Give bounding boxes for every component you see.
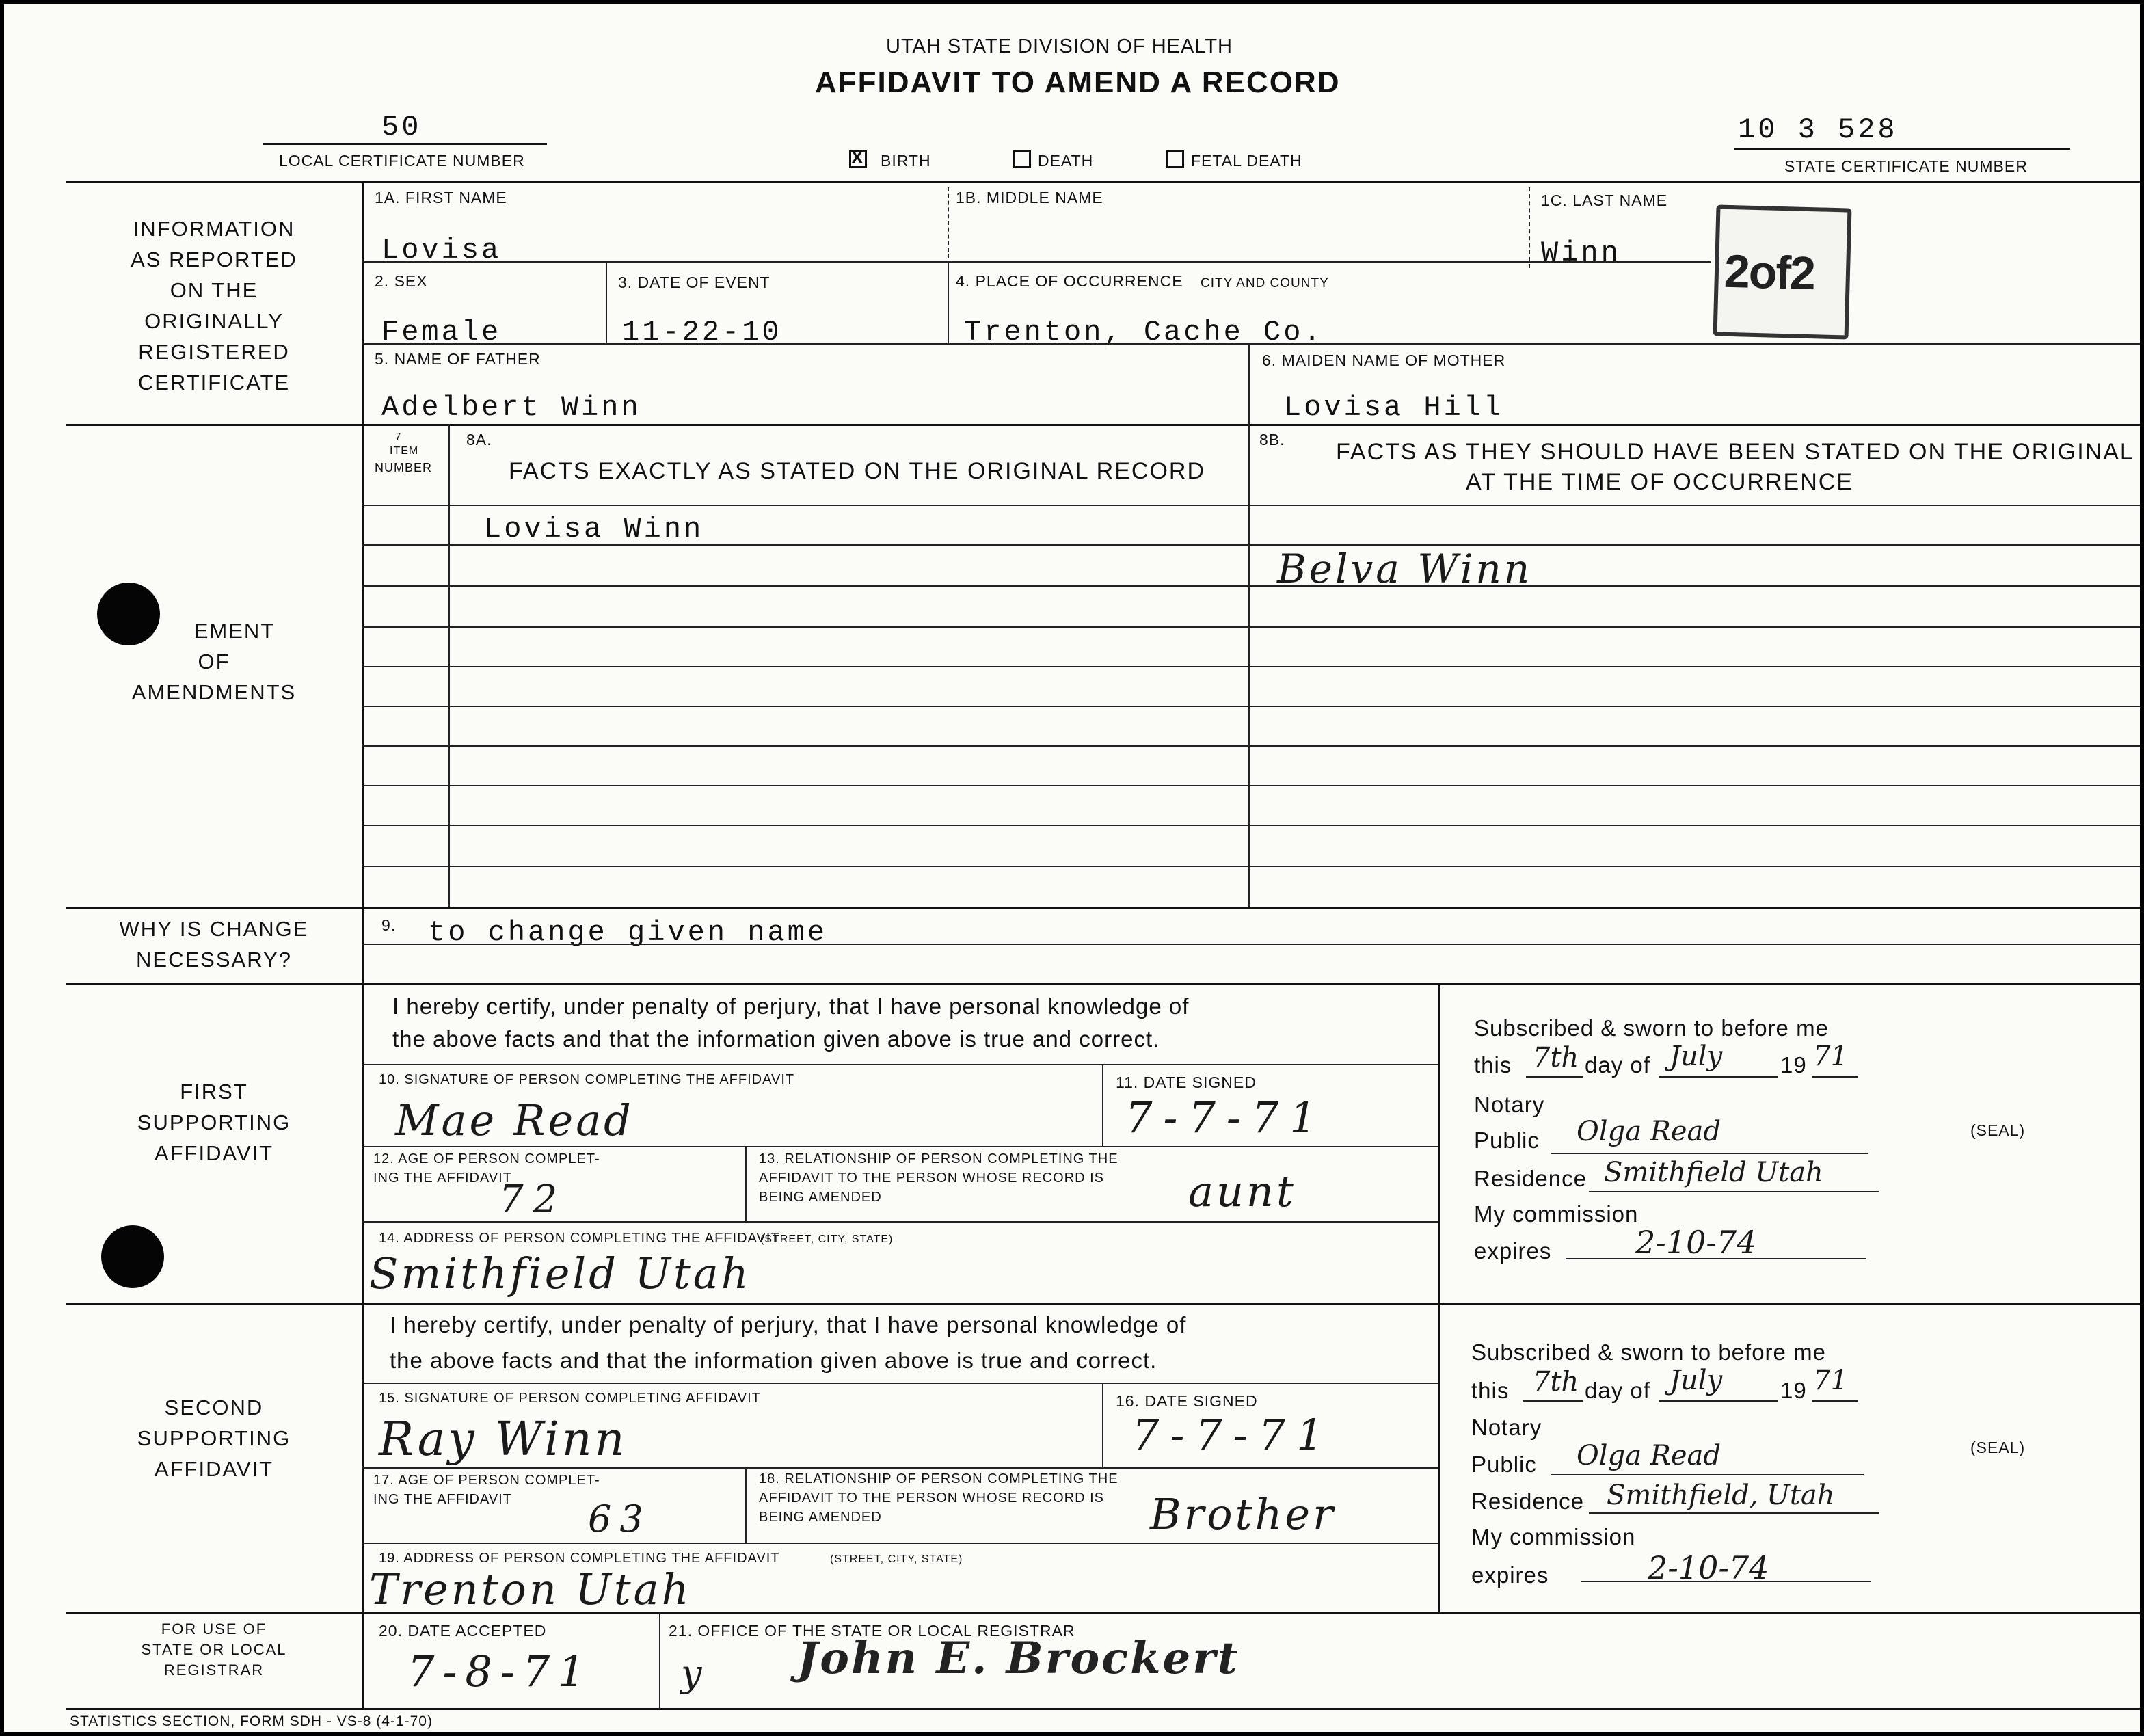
second-label-line: SECOND — [164, 1396, 264, 1419]
father-label: 5. NAME OF FATHER — [375, 350, 541, 368]
first-notary-blank — [1812, 1076, 1858, 1078]
info-col-line — [948, 261, 949, 343]
section-line — [66, 983, 2140, 985]
form-identifier: STATISTICS SECTION, FORM SDH - VS-8 (4-1-70) — [70, 1713, 433, 1729]
first-rel-label-2: AFFIDAVIT TO THE PERSON WHOSE RECORD IS — [759, 1171, 1104, 1186]
office-label: 21. OFFICE OF THE STATE OR LOCAL REGISTRAR — [669, 1622, 1075, 1640]
second-col-line — [745, 1467, 747, 1543]
amend-row-line — [362, 745, 2140, 747]
affidavit-form — [4, 4, 2140, 1732]
second-addr-sub: (STREET, CITY, STATE) — [830, 1553, 963, 1565]
info-label-line: ON THE — [170, 278, 258, 302]
first-name-value: Lovisa — [381, 234, 502, 267]
notary-divider — [1438, 983, 1440, 1303]
second-affidavit-label — [66, 1392, 362, 1484]
first-public-label: Public — [1474, 1127, 1540, 1153]
local-cert-line — [263, 143, 547, 145]
first-label-line: FIRST — [180, 1080, 248, 1104]
section-line — [66, 1612, 2140, 1614]
first-notary-year-prefix: 19 — [1780, 1052, 1807, 1078]
second-notary-day: day of — [1585, 1378, 1650, 1403]
first-seal: (SEAL) — [1970, 1121, 2026, 1139]
frame-bottom-line — [66, 1708, 2140, 1710]
why-label-line: WHY IS CHANGE — [119, 917, 309, 941]
first-row-line — [362, 1146, 1438, 1147]
col8a-title: FACTS EXACTLY AS STATED ON THE ORIGINAL RECORD — [509, 458, 1205, 484]
local-cert-number: 50 — [381, 111, 422, 144]
first-commission-label: My commission — [1474, 1201, 1639, 1227]
first-notary-label: Notary — [1474, 1092, 1545, 1117]
first-age-value: 72 — [499, 1177, 567, 1222]
first-addr-label: 14. ADDRESS OF PERSON COMPLETING THE AFFIDAVIT — [379, 1231, 780, 1246]
why-section-label — [66, 913, 362, 975]
sex-label: 2. SEX — [375, 272, 428, 290]
first-addr-value: Smithfield Utah — [369, 1248, 751, 1298]
first-age-label-2: ING THE AFFIDAVIT — [373, 1171, 512, 1186]
second-date-label: 16. DATE SIGNED — [1116, 1392, 1258, 1410]
first-notary-month: July — [1670, 1041, 1723, 1072]
second-rel-label-1: 18. RELATIONSHIP OF PERSON COMPLETING THE — [759, 1471, 1118, 1486]
father-value: Adelbert Winn — [381, 391, 641, 424]
amend-label-line: OF — [198, 650, 230, 673]
why-label-line: NECESSARY? — [136, 948, 292, 972]
birth-check-mark: X — [851, 147, 863, 168]
death-checkbox[interactable] — [1013, 150, 1031, 168]
info-label-line: REGISTERED — [138, 340, 290, 364]
original-value: Lovisa Winn — [484, 513, 704, 546]
second-notary-blank — [1551, 1474, 1864, 1475]
second-row-line — [362, 1467, 1438, 1469]
first-date-label: 11. DATE SIGNED — [1116, 1073, 1257, 1091]
second-residence-value: Smithfield, Utah — [1607, 1480, 1835, 1511]
item-label-a: ITEM — [390, 445, 419, 457]
info-row-line — [362, 343, 2140, 345]
first-age-label-1: 12. AGE OF PERSON COMPLET- — [373, 1151, 600, 1166]
second-notary-blank — [1812, 1400, 1858, 1402]
info-label-line: CERTIFICATE — [137, 371, 291, 395]
first-date-value: 7-7-71 — [1125, 1093, 1328, 1143]
first-notary-day-value: 7th — [1533, 1042, 1579, 1073]
first-notary-line-1: Subscribed & sworn to before me — [1474, 1015, 1829, 1041]
first-signature: Mae Read — [395, 1095, 634, 1145]
second-col-line — [1102, 1383, 1103, 1467]
first-col-line — [1102, 1064, 1103, 1146]
state-cert-number: 10 3 528 — [1738, 113, 1898, 146]
section-line — [66, 1303, 2140, 1305]
first-rel-label-3: BEING AMENDED — [759, 1190, 882, 1205]
amend-row-line — [362, 706, 2140, 707]
punch-hole — [97, 583, 160, 645]
state-cert-label: STATE CERTIFICATE NUMBER — [1784, 157, 2028, 175]
registrar-col-line — [659, 1612, 660, 1709]
first-public-signature: Olga Read — [1577, 1116, 1721, 1147]
name-divider — [948, 187, 949, 258]
second-expires-label: expires — [1471, 1562, 1549, 1588]
col8b-num: 8B. — [1259, 431, 1285, 449]
second-commission-label: My commission — [1471, 1524, 1636, 1549]
registrar-section-label — [66, 1619, 362, 1681]
first-notary-this: this — [1474, 1052, 1512, 1078]
death-label: DEATH — [1038, 152, 1094, 170]
middle-name-label: 1B. MIDDLE NAME — [956, 189, 1103, 206]
second-sig-label: 15. SIGNATURE OF PERSON COMPLETING AFFIDAVIT — [379, 1391, 761, 1406]
second-age-label-1: 17. AGE OF PERSON COMPLET- — [373, 1473, 600, 1488]
first-notary-blank — [1589, 1191, 1879, 1192]
section-line — [66, 424, 2140, 426]
second-notary-blank — [1523, 1400, 1583, 1402]
place-value: Trenton, Cache Co. — [964, 316, 1324, 349]
corrected-value: Belva Winn — [1277, 546, 1533, 592]
second-cert-line-1: I hereby certify, under penalty of perjury, that I have personal knowledge of — [390, 1312, 1187, 1337]
place-label: 4. PLACE OF OCCURRENCE — [956, 272, 1183, 290]
second-row-line — [362, 1383, 1438, 1384]
second-label-line: AFFIDAVIT — [154, 1457, 274, 1481]
first-notary-blank — [1566, 1258, 1866, 1259]
second-row-line — [362, 1543, 1438, 1544]
first-affidavit-label — [66, 1076, 362, 1169]
second-notary-this: this — [1471, 1378, 1510, 1403]
info-row-line — [362, 261, 1711, 263]
first-label-line: SUPPORTING — [137, 1110, 291, 1134]
first-expires-label: expires — [1474, 1238, 1552, 1264]
info-section-label — [66, 213, 362, 398]
registrar-initial: y — [681, 1652, 705, 1695]
first-rel-value: aunt — [1188, 1166, 1296, 1216]
local-cert-label: LOCAL CERTIFICATE NUMBER — [279, 152, 525, 170]
fetal-death-label: FETAL DEATH — [1191, 152, 1302, 170]
mother-label: 6. MAIDEN NAME OF MOTHER — [1262, 351, 1506, 369]
amend-row-line — [362, 825, 2140, 826]
last-name-value: Winn — [1541, 237, 1621, 269]
second-notary-line-1: Subscribed & sworn to before me — [1471, 1339, 1826, 1365]
second-notary-blank — [1581, 1581, 1871, 1582]
second-rel-label-2: AFFIDAVIT TO THE PERSON WHOSE RECORD IS — [759, 1491, 1104, 1506]
first-col-line — [745, 1146, 747, 1221]
punch-hole — [101, 1225, 164, 1288]
first-notary-blank — [1526, 1076, 1583, 1078]
place-sub-label: CITY AND COUNTY — [1201, 276, 1329, 291]
first-notary-day: day of — [1585, 1052, 1650, 1078]
second-notary-month: July — [1670, 1365, 1723, 1396]
second-public-signature: Olga Read — [1577, 1440, 1721, 1471]
amend-row-line — [362, 505, 2140, 506]
second-addr-value: Trenton Utah — [369, 1564, 692, 1614]
amend-row-line — [362, 666, 2140, 667]
last-name-label: 1C. LAST NAME — [1541, 191, 1668, 209]
amend-row-line — [362, 866, 2140, 867]
info-label-line: INFORMATION — [133, 217, 295, 241]
col8a-num: 8A. — [466, 431, 492, 449]
col8b-title-2: AT THE TIME OF OCCURRENCE — [1466, 469, 1853, 495]
info-label-line: ORIGINALLY — [144, 309, 284, 333]
first-row-line — [362, 1064, 1438, 1065]
first-sig-label: 10. SIGNATURE OF PERSON COMPLETING THE AFFIDAVIT — [379, 1072, 795, 1087]
second-date-value: 7-7-71 — [1132, 1410, 1335, 1460]
second-addr-label: 19. ADDRESS OF PERSON COMPLETING THE AFFIDAVIT — [379, 1551, 780, 1566]
mother-value: Lovisa Hill — [1284, 391, 1504, 424]
why-line — [362, 944, 2140, 945]
first-notary-blank — [1551, 1153, 1868, 1154]
agency-name: UTAH STATE DIVISION OF HEALTH — [886, 36, 1233, 57]
info-col-line — [606, 261, 607, 343]
first-cert-line-2: the above facts and that the information given above is true and correct. — [392, 1026, 1160, 1052]
first-notary-year: 71 — [1813, 1041, 1848, 1072]
stamp-text: 2of2 — [1724, 245, 1815, 300]
info-label-line: AS REPORTED — [131, 248, 297, 271]
item-label-b: NUMBER — [375, 461, 433, 475]
item-label-num: 7 — [395, 431, 402, 442]
birth-label: BIRTH — [881, 152, 931, 170]
info-col-line — [1248, 343, 1250, 425]
left-column-divider — [362, 181, 364, 1709]
item-col-line — [448, 424, 450, 907]
frame-top-line — [66, 181, 2140, 183]
first-notary-blank — [1659, 1076, 1778, 1078]
first-rel-label-1: 13. RELATIONSHIP OF PERSON COMPLETING THE — [759, 1151, 1118, 1166]
col8b-title-1: FACTS AS THEY SHOULD HAVE BEEN STATED ON THE ORIGINAL — [1336, 439, 2134, 465]
accepted-label: 20. DATE ACCEPTED — [379, 1622, 547, 1640]
second-rel-value: Brother — [1150, 1489, 1336, 1539]
date-of-event-label: 3. DATE OF EVENT — [618, 273, 770, 291]
registrar-label-line: REGISTRAR — [163, 1661, 265, 1679]
facts-col-line — [1248, 424, 1250, 907]
second-signature: Ray Winn — [379, 1413, 628, 1467]
state-cert-line — [1734, 148, 2070, 150]
why-num: 9. — [381, 916, 397, 934]
second-notary-label: Notary — [1471, 1415, 1542, 1440]
second-cert-line-2: the above facts and that the information given above is true and correct. — [390, 1348, 1157, 1373]
second-notary-year: 71 — [1813, 1365, 1848, 1396]
second-age-value: 63 — [588, 1497, 652, 1540]
fetal-death-checkbox[interactable] — [1166, 150, 1184, 168]
first-residence-label: Residence — [1474, 1166, 1587, 1191]
first-cert-line-1: I hereby certify, under penalty of perjury, that I have personal knowledge of — [392, 993, 1190, 1019]
amend-row-line — [362, 585, 2140, 587]
second-expires-value: 2-10-74 — [1648, 1549, 1769, 1586]
accepted-value: 7-8-71 — [407, 1646, 593, 1696]
first-addr-sub: (STREET, CITY, STATE) — [760, 1233, 894, 1245]
second-notary-day-value: 7th — [1533, 1366, 1579, 1398]
second-rel-label-3: BEING AMENDED — [759, 1510, 882, 1525]
second-notary-blank — [1589, 1512, 1879, 1514]
form-title: AFFIDAVIT TO AMEND A RECORD — [815, 66, 1341, 99]
second-public-label: Public — [1471, 1452, 1537, 1477]
registrar-label-line: STATE OR LOCAL — [141, 1641, 287, 1658]
first-name-label: 1A. FIRST NAME — [375, 189, 507, 206]
why-reason: to change given name — [428, 916, 828, 949]
amend-label-line: AMENDMENTS — [131, 680, 297, 704]
second-notary-year-prefix: 19 — [1780, 1378, 1807, 1403]
first-expires-value: 2-10-74 — [1635, 1224, 1757, 1261]
amend-row-line — [362, 785, 2140, 786]
first-residence-value: Smithfield Utah — [1604, 1157, 1823, 1188]
sex-value: Female — [381, 316, 502, 349]
second-age-label-2: ING THE AFFIDAVIT — [373, 1492, 512, 1507]
registrar-label-line: FOR USE OF — [161, 1620, 267, 1638]
amend-row-line — [362, 626, 2140, 628]
amend-label-line: EMENT — [193, 619, 276, 643]
page-count-stamp — [1713, 204, 1852, 339]
notary-divider — [1438, 1303, 1440, 1614]
name-divider — [1529, 187, 1530, 268]
second-label-line: SUPPORTING — [137, 1426, 291, 1450]
second-notary-blank — [1659, 1400, 1778, 1402]
first-label-line: AFFIDAVIT — [154, 1141, 274, 1165]
registrar-stamp-name: John E. Brockert — [797, 1633, 1240, 1684]
first-row-line — [362, 1221, 1438, 1223]
second-residence-label: Residence — [1471, 1488, 1584, 1514]
section-line — [66, 907, 2140, 909]
date-of-event-value: 11-22-10 — [622, 316, 782, 349]
second-seal: (SEAL) — [1970, 1439, 2026, 1456]
